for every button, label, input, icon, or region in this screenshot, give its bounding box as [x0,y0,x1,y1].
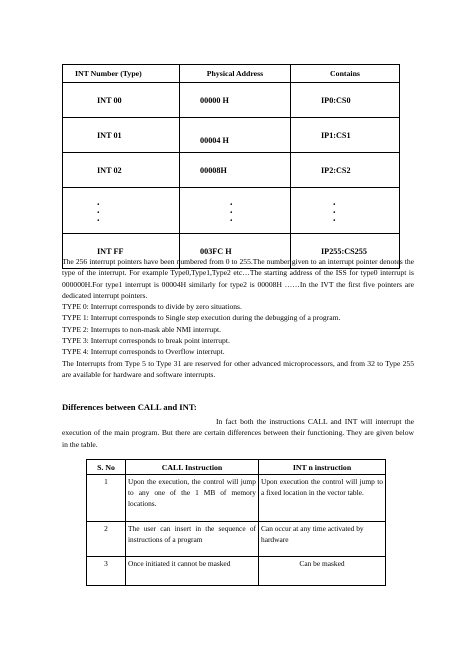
cmp-call-cell: The user can insert in the sequence of instructions of a program [126,522,259,557]
ivt-row-ellipsis [63,188,400,234]
paragraph-line: TYPE 0: Interrupt corresponds to divide by zero situations. [62,302,242,312]
cmp-header-row [87,460,386,475]
ivt-row [63,118,400,153]
ivt-address-cell: 00000 H [180,83,291,118]
ivt-int-cell: INT FF [63,234,180,269]
cmp-int-cell: Can be masked [259,557,386,586]
cmp-number-cell: 1 [87,475,126,522]
paragraph-line: The 256 interrupt pointers have been numbered from 0 to 255.The number given to an interrupt pointer denotes the type of the interrupt. For example Type0,Type1,Type2 etc…The starting address of the ISS for type0 interrupt is 000000H.For type1 interrupt is 00004H similarly for type2 is 00008H ……In the IVT the first five pointers are dedicated interrupt pointers. [62,257,414,300]
paragraph-line: TYPE 1: Interrupt corresponds to Single step execution during the debugging of a program. [62,313,341,323]
ivt-address-cell: 00004 H [180,118,291,153]
ivt-address-cell: 003FC H [180,234,291,269]
ivt-header-contains: Contains [291,65,400,83]
cmp-int-cell: Can occur at any time activated by hardware [259,522,386,557]
ivt-header-int-number: INT Number (Type) [63,65,180,83]
paragraph-line: TYPE 3: Interrupt corresponds to break point interrupt. [62,336,230,346]
cmp-row [87,522,386,557]
interrupt-types-paragraph [62,256,414,380]
intro-paragraph: In fact both the instructions CALL and INT will interrupt the execution of the main program. But there are certain differences between their functioning. They are given below in the table. [62,417,414,449]
cmp-number-cell: 3 [87,557,126,586]
call-vs-int-table [86,459,386,586]
cmp-number-cell: 2 [87,522,126,557]
ivt-header-physical-address: Physical Address [180,65,291,83]
ivt-int-cell: INT 01 [63,118,180,153]
cmp-row [87,475,386,522]
ivt-ellipsis-cell: . . . [291,188,400,234]
paragraph-line: The Interrupts from Type 5 to Type 31 are reserved for other advanced microprocessors, and from 32 to Type 255 are available for hardware and software interrupts. [62,358,414,379]
cmp-header-int: INT n instruction [259,460,386,475]
interrupt-vector-table [62,64,400,269]
section-heading: Differences between CALL and INT: [62,402,197,412]
ivt-contains-cell: IP2:CS2 [291,153,400,188]
ivt-contains-cell: IP255:CS255 [291,234,400,269]
paragraph-line: TYPE 2: Interrupts to non-mask able NMI interrupt. [62,324,222,334]
cmp-header-call: CALL Instruction [126,460,259,475]
ivt-contains-cell: IP1:CS1 [291,118,400,153]
ivt-row [63,153,400,188]
cmp-int-cell: Upon execution the control will jump to a fixed location in the vector table. [259,475,386,522]
cmp-header-sno: S. No [87,460,126,475]
ivt-address-cell: 00008H [180,153,291,188]
ivt-ellipsis-cell: . . . [63,188,180,234]
ivt-int-cell: INT 02 [63,153,180,188]
cmp-call-cell: Once initiated it cannot be masked [126,557,259,586]
ivt-header-row [63,65,400,83]
ivt-contains-cell: IP0:CS0 [291,83,400,118]
ivt-row [63,83,400,118]
ivt-ellipsis-cell: . . . [180,188,291,234]
cmp-row [87,557,386,586]
ivt-int-cell: INT 00 [63,83,180,118]
cmp-call-cell: Upon the execution, the control will jump to any one of the 1 MB of memory locations. [126,475,259,522]
paragraph-line: TYPE 4: Interrupt corresponds to Overflow interrupt. [62,347,225,357]
